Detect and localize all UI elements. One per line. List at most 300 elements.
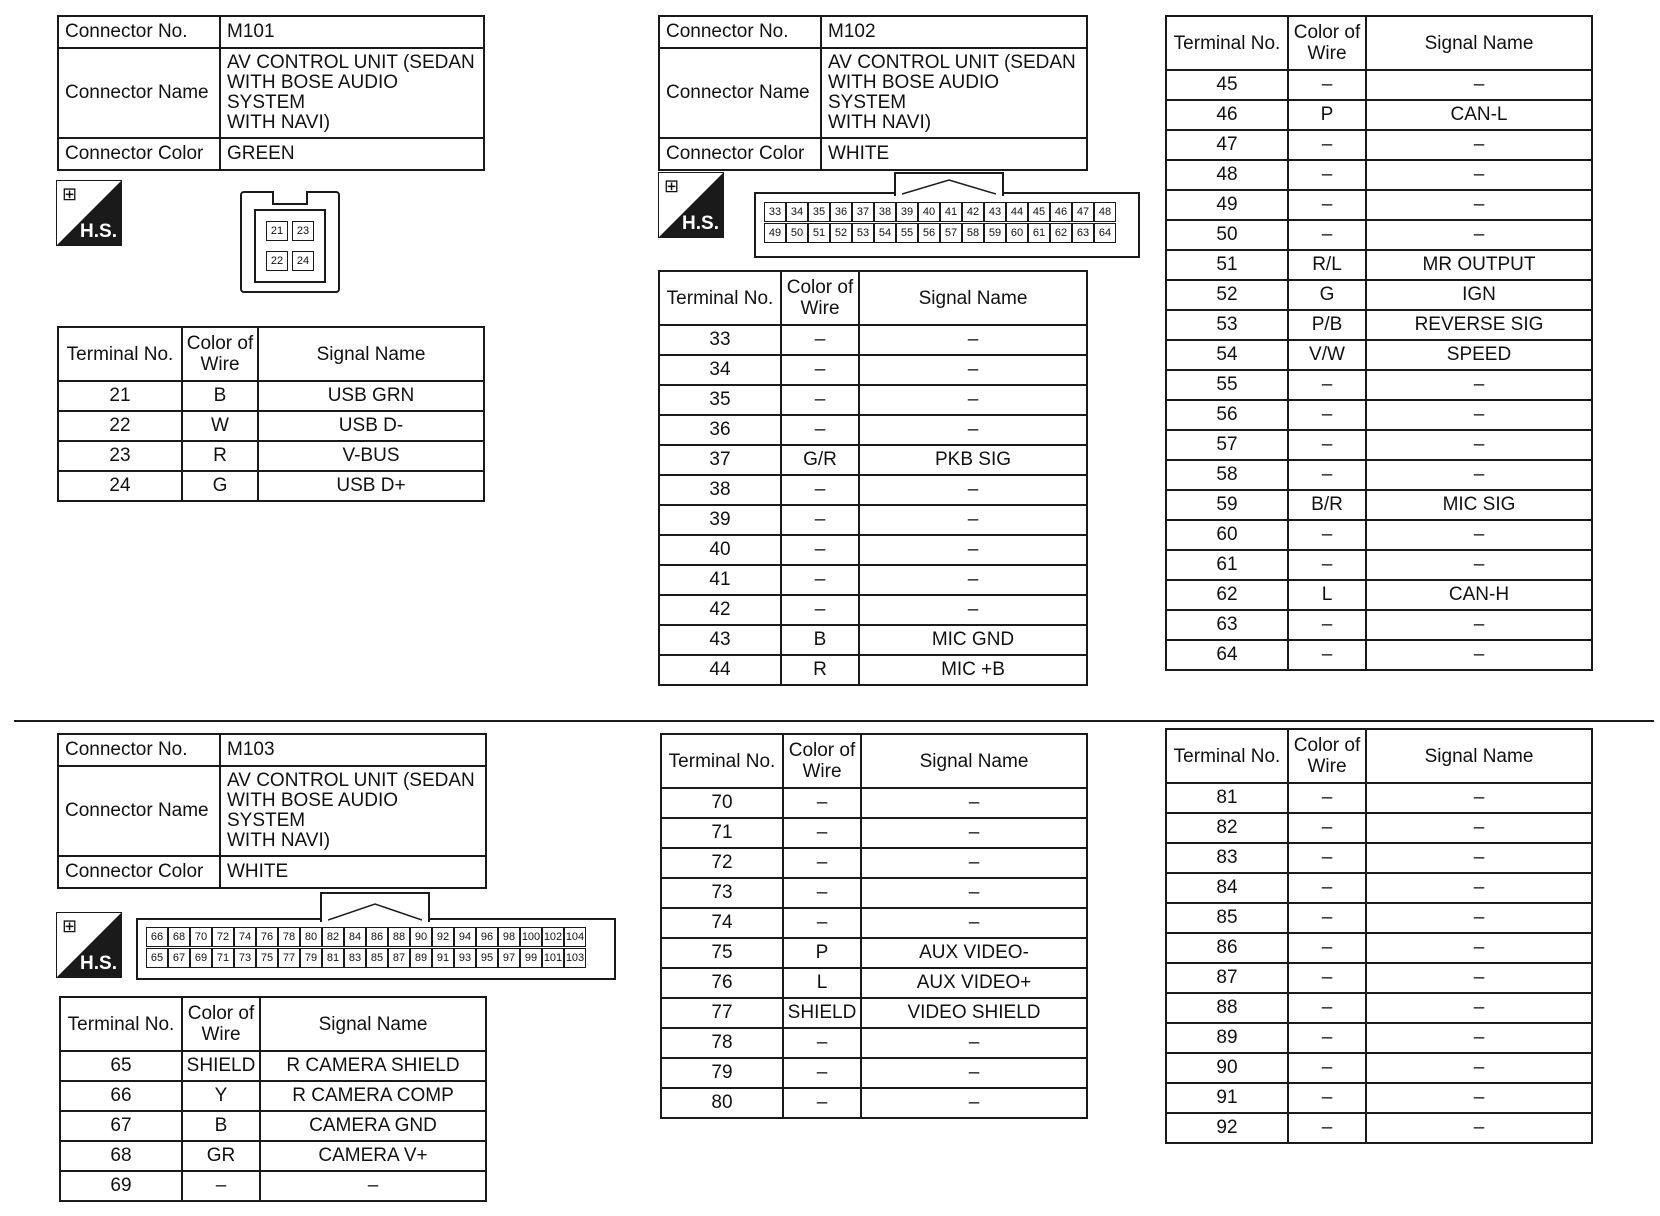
wire-color-header: Color of Wire xyxy=(182,327,258,381)
wire-color-cell: G/R xyxy=(781,445,859,475)
signal-name-cell: R CAMERA SHIELD xyxy=(260,1051,486,1081)
table-row xyxy=(1166,783,1592,813)
terminal-no-cell: 92 xyxy=(1166,1113,1288,1143)
table-row xyxy=(1166,130,1592,160)
pin: 36 xyxy=(830,202,852,222)
wire-color-cell: P xyxy=(1288,100,1366,130)
terminal-no-cell: 90 xyxy=(1166,1053,1288,1083)
terminal-no-cell: 81 xyxy=(1166,783,1288,813)
signal-name-cell: R CAMERA COMP xyxy=(260,1081,486,1111)
connector-no-label: Connector No. xyxy=(58,734,220,766)
wire-color-cell: – xyxy=(1288,783,1366,813)
pin: 62 xyxy=(1050,223,1072,243)
pin: 24 xyxy=(292,251,314,271)
wire-color-cell: – xyxy=(1288,130,1366,160)
table-row xyxy=(1166,340,1592,370)
wire-color-cell: – xyxy=(1288,1083,1366,1113)
connector-no-value: M103 xyxy=(220,734,486,766)
wire-color-cell: – xyxy=(1288,1053,1366,1083)
signal-name-cell: USB D- xyxy=(258,411,484,441)
terminal-no-cell: 91 xyxy=(1166,1083,1288,1113)
m103-terminal-table-c xyxy=(1165,728,1593,1144)
signal-name-cell: – xyxy=(859,355,1087,385)
connector-no-label: Connector No. xyxy=(58,16,220,48)
table-row xyxy=(1166,1113,1592,1143)
signal-name-cell: – xyxy=(861,848,1087,878)
terminal-no-cell: 42 xyxy=(659,595,781,625)
name-line: AV CONTROL UNIT (SEDAN xyxy=(227,770,475,791)
wire-color-cell: – xyxy=(1288,1113,1366,1143)
terminal-no-cell: 83 xyxy=(1166,843,1288,873)
wire-color-cell: – xyxy=(781,505,859,535)
pin: 81 xyxy=(322,948,344,968)
table-row xyxy=(659,415,1087,445)
table-row xyxy=(60,1081,486,1111)
table-row xyxy=(1166,903,1592,933)
pin: 84 xyxy=(344,927,366,947)
pin: 23 xyxy=(292,221,314,241)
table-row xyxy=(661,1088,1087,1118)
pin: 66 xyxy=(146,927,168,947)
hs-label: H.S. xyxy=(80,953,117,974)
signal-name-cell: V-BUS xyxy=(258,441,484,471)
signal-name-cell: – xyxy=(1366,610,1592,640)
m102-rows-b xyxy=(1166,70,1592,670)
pin: 59 xyxy=(984,223,1006,243)
pin: 86 xyxy=(366,927,388,947)
terminal-no-cell: 38 xyxy=(659,475,781,505)
pin: 82 xyxy=(322,927,344,947)
terminal-no-cell: 49 xyxy=(1166,190,1288,220)
table-row xyxy=(60,1051,486,1081)
wire-color-cell: – xyxy=(1288,70,1366,100)
pin: 46 xyxy=(1050,202,1072,222)
pin: 45 xyxy=(1028,202,1050,222)
wire-color-cell: R/L xyxy=(1288,250,1366,280)
latch-ramp-icon xyxy=(902,178,996,196)
terminal-no-cell: 72 xyxy=(661,848,783,878)
wire-color-cell: G xyxy=(1288,280,1366,310)
signal-name-cell: SPEED xyxy=(1366,340,1592,370)
terminal-no-cell: 59 xyxy=(1166,490,1288,520)
table-row xyxy=(659,325,1087,355)
wire-color-cell: – xyxy=(783,788,861,818)
pin: 104 xyxy=(564,927,586,947)
terminal-no-cell: 89 xyxy=(1166,1023,1288,1053)
table-row xyxy=(60,1141,486,1171)
wire-color-cell: B xyxy=(182,381,258,411)
wire-color-cell: P xyxy=(783,938,861,968)
signal-name-cell: – xyxy=(1366,933,1592,963)
pin: 54 xyxy=(874,223,896,243)
pin: 89 xyxy=(410,948,432,968)
pin: 76 xyxy=(256,927,278,947)
terminal-no-cell: 60 xyxy=(1166,520,1288,550)
signal-name-cell: – xyxy=(859,475,1087,505)
signal-name-cell: – xyxy=(861,818,1087,848)
wire-color-cell: L xyxy=(1288,580,1366,610)
table-row xyxy=(1166,520,1592,550)
terminal-no-cell: 23 xyxy=(58,441,182,471)
table-row xyxy=(60,1111,486,1141)
table-row xyxy=(1166,370,1592,400)
table-row xyxy=(1166,550,1592,580)
pin: 80 xyxy=(300,927,322,947)
connector-name-label: Connector Name xyxy=(58,48,220,138)
table-row xyxy=(659,625,1087,655)
table-row xyxy=(58,381,484,411)
pin: 77 xyxy=(278,948,300,968)
table-row xyxy=(1166,400,1592,430)
pin: 75 xyxy=(256,948,278,968)
table-row xyxy=(60,1171,486,1201)
m101-connector-face xyxy=(240,191,340,293)
wire-color-cell: – xyxy=(781,355,859,385)
wire-color-cell: – xyxy=(783,818,861,848)
signal-name-cell: – xyxy=(1366,370,1592,400)
connector-glyph-icon: ⊞ xyxy=(664,176,680,196)
signal-name-cell: – xyxy=(1366,1023,1592,1053)
connector-no-label: Connector No. xyxy=(659,16,821,48)
wire-color-cell: – xyxy=(1288,190,1366,220)
signal-name-cell: CAMERA V+ xyxy=(260,1141,486,1171)
wire-color-cell: – xyxy=(1288,370,1366,400)
pin: 50 xyxy=(786,223,808,243)
terminal-no-cell: 47 xyxy=(1166,130,1288,160)
terminal-no-cell: 88 xyxy=(1166,993,1288,1023)
table-row xyxy=(659,475,1087,505)
table-row xyxy=(1166,280,1592,310)
terminal-no-cell: 48 xyxy=(1166,160,1288,190)
wire-color-cell: V/W xyxy=(1288,340,1366,370)
pin: 102 xyxy=(542,927,564,947)
connector-latch xyxy=(894,172,1004,196)
m101-rows xyxy=(58,381,484,501)
connector-name-value xyxy=(821,48,1087,138)
pin: 68 xyxy=(168,927,190,947)
section-divider xyxy=(14,720,1654,722)
pin: 61 xyxy=(1028,223,1050,243)
terminal-no-cell: 62 xyxy=(1166,580,1288,610)
pin: 33 xyxy=(764,202,786,222)
wire-color-cell: – xyxy=(1288,550,1366,580)
terminal-no-cell: 35 xyxy=(659,385,781,415)
hs-label: H.S. xyxy=(682,213,719,234)
terminal-no-cell: 57 xyxy=(1166,430,1288,460)
wire-color-cell: – xyxy=(1288,813,1366,843)
latch-ramp-icon xyxy=(328,900,422,922)
signal-name-cell: MIC GND xyxy=(859,625,1087,655)
connector-color-label: Connector Color xyxy=(58,856,220,888)
connector-color-label: Connector Color xyxy=(659,138,821,170)
signal-name-cell: – xyxy=(1366,963,1592,993)
signal-name-header: Signal Name xyxy=(260,997,486,1051)
wire-color-cell: B/R xyxy=(1288,490,1366,520)
table-row xyxy=(1166,460,1592,490)
wire-color-cell: – xyxy=(781,325,859,355)
pin: 101 xyxy=(542,948,564,968)
table-row xyxy=(659,505,1087,535)
terminal-no-cell: 78 xyxy=(661,1028,783,1058)
signal-name-header: Signal Name xyxy=(1366,729,1592,783)
signal-name-cell: – xyxy=(1366,130,1592,160)
name-line: AV CONTROL UNIT (SEDAN xyxy=(828,52,1076,73)
pin: 53 xyxy=(852,223,874,243)
signal-name-cell: CAMERA GND xyxy=(260,1111,486,1141)
table-row xyxy=(659,655,1087,685)
pin: 38 xyxy=(874,202,896,222)
signal-name-header: Signal Name xyxy=(861,734,1087,788)
pin: 67 xyxy=(168,948,190,968)
pin: 94 xyxy=(454,927,476,947)
wire-color-cell: Y xyxy=(182,1081,260,1111)
connector-glyph-icon: ⊞ xyxy=(62,184,78,204)
name-line: WITH BOSE AUDIO SYSTEM xyxy=(828,72,1000,113)
table-row xyxy=(661,1058,1087,1088)
m103-connector-face xyxy=(136,918,616,980)
table-row xyxy=(661,968,1087,998)
m102-info-table xyxy=(658,15,1088,171)
table-row xyxy=(58,441,484,471)
table-row xyxy=(1166,100,1592,130)
connector-name-value xyxy=(220,766,486,856)
signal-name-cell: – xyxy=(1366,460,1592,490)
pin: 52 xyxy=(830,223,852,243)
name-line: WITH NAVI) xyxy=(227,830,331,851)
pin: 48 xyxy=(1094,202,1116,222)
hs-icon xyxy=(56,180,122,246)
signal-name-cell: – xyxy=(859,325,1087,355)
wire-color-cell: – xyxy=(1288,400,1366,430)
table-row xyxy=(661,878,1087,908)
terminal-no-cell: 24 xyxy=(58,471,182,501)
terminal-no-cell: 51 xyxy=(1166,250,1288,280)
pin: 93 xyxy=(454,948,476,968)
wire-color-cell: P/B xyxy=(1288,310,1366,340)
terminal-no-header: Terminal No. xyxy=(659,271,781,325)
hs-icon xyxy=(658,172,724,238)
terminal-no-header: Terminal No. xyxy=(58,327,182,381)
signal-name-cell: PKB SIG xyxy=(859,445,1087,475)
terminal-no-cell: 56 xyxy=(1166,400,1288,430)
terminal-no-cell: 39 xyxy=(659,505,781,535)
name-line: WITH BOSE AUDIO SYSTEM xyxy=(227,72,399,113)
pin: 39 xyxy=(896,202,918,222)
m103-rows-a xyxy=(60,1051,486,1201)
pin: 58 xyxy=(962,223,984,243)
table-row xyxy=(1166,963,1592,993)
pin: 43 xyxy=(984,202,1006,222)
pin: 88 xyxy=(388,927,410,947)
wire-color-cell: – xyxy=(783,908,861,938)
signal-name-cell: – xyxy=(1366,520,1592,550)
signal-name-cell: CAN-H xyxy=(1366,580,1592,610)
terminal-no-header: Terminal No. xyxy=(1166,729,1288,783)
terminal-no-cell: 55 xyxy=(1166,370,1288,400)
table-row xyxy=(1166,813,1592,843)
signal-name-cell: – xyxy=(859,565,1087,595)
table-row xyxy=(1166,873,1592,903)
signal-name-cell: – xyxy=(1366,873,1592,903)
signal-name-cell: – xyxy=(859,505,1087,535)
wire-color-header: Color of Wire xyxy=(781,271,859,325)
terminal-no-cell: 77 xyxy=(661,998,783,1028)
table-row xyxy=(1166,993,1592,1023)
wire-color-cell: – xyxy=(1288,460,1366,490)
terminal-no-cell: 67 xyxy=(60,1111,182,1141)
signal-name-cell: – xyxy=(1366,550,1592,580)
terminal-no-cell: 58 xyxy=(1166,460,1288,490)
wire-color-cell: – xyxy=(1288,1023,1366,1053)
terminal-no-cell: 73 xyxy=(661,878,783,908)
pin: 49 xyxy=(764,223,786,243)
hs-icon xyxy=(56,912,122,978)
connector-glyph-icon: ⊞ xyxy=(62,916,78,936)
connector-no-value: M101 xyxy=(220,16,484,48)
terminal-no-cell: 46 xyxy=(1166,100,1288,130)
table-row xyxy=(1166,1023,1592,1053)
wire-color-cell: – xyxy=(783,1028,861,1058)
name-line: AV CONTROL UNIT (SEDAN xyxy=(227,52,475,73)
terminal-no-cell: 85 xyxy=(1166,903,1288,933)
signal-name-cell: – xyxy=(861,908,1087,938)
pin: 35 xyxy=(808,202,830,222)
pin: 70 xyxy=(190,927,212,947)
terminal-no-cell: 75 xyxy=(661,938,783,968)
signal-name-cell: MIC +B xyxy=(859,655,1087,685)
terminal-no-cell: 43 xyxy=(659,625,781,655)
wire-color-cell: – xyxy=(783,1088,861,1118)
pin: 96 xyxy=(476,927,498,947)
pin: 57 xyxy=(940,223,962,243)
m101-terminal-table xyxy=(57,326,485,502)
pin: 69 xyxy=(190,948,212,968)
connector-name-label: Connector Name xyxy=(659,48,821,138)
signal-name-cell: – xyxy=(859,385,1087,415)
signal-name-cell: – xyxy=(1366,430,1592,460)
connector-name-label: Connector Name xyxy=(58,766,220,856)
signal-name-cell: – xyxy=(1366,220,1592,250)
name-line: WITH BOSE AUDIO SYSTEM xyxy=(227,790,399,831)
signal-name-cell: – xyxy=(1366,903,1592,933)
signal-name-cell: – xyxy=(861,878,1087,908)
table-row xyxy=(1166,430,1592,460)
wire-color-cell: – xyxy=(1288,873,1366,903)
wire-color-cell: G xyxy=(182,471,258,501)
wire-color-cell: – xyxy=(1288,520,1366,550)
pin: 47 xyxy=(1072,202,1094,222)
m102-rows-a xyxy=(659,325,1087,685)
pin: 95 xyxy=(476,948,498,968)
m102-terminal-table-b xyxy=(1165,15,1593,671)
table-row xyxy=(661,998,1087,1028)
table-row xyxy=(661,818,1087,848)
table-row xyxy=(661,1028,1087,1058)
table-row xyxy=(1166,250,1592,280)
terminal-no-cell: 82 xyxy=(1166,813,1288,843)
wire-color-cell: GR xyxy=(182,1141,260,1171)
pin: 100 xyxy=(520,927,542,947)
wire-color-header: Color of Wire xyxy=(182,997,260,1051)
signal-name-cell: – xyxy=(1366,640,1592,670)
signal-name-cell: – xyxy=(1366,1053,1592,1083)
wire-color-cell: – xyxy=(781,475,859,505)
table-row xyxy=(1166,160,1592,190)
terminal-no-cell: 36 xyxy=(659,415,781,445)
terminal-no-cell: 68 xyxy=(60,1141,182,1171)
terminal-no-header: Terminal No. xyxy=(1166,16,1288,70)
terminal-no-cell: 63 xyxy=(1166,610,1288,640)
pin: 60 xyxy=(1006,223,1028,243)
wire-color-cell: – xyxy=(1288,963,1366,993)
pin: 79 xyxy=(300,948,322,968)
terminal-no-header: Terminal No. xyxy=(60,997,182,1051)
terminal-no-cell: 69 xyxy=(60,1171,182,1201)
table-row xyxy=(1166,640,1592,670)
signal-name-cell: MR OUTPUT xyxy=(1366,250,1592,280)
pin: 41 xyxy=(940,202,962,222)
wire-color-cell: – xyxy=(783,878,861,908)
wire-color-cell: SHIELD xyxy=(182,1051,260,1081)
signal-name-cell: AUX VIDEO- xyxy=(861,938,1087,968)
pin: 34 xyxy=(786,202,808,222)
wire-color-cell: – xyxy=(783,848,861,878)
terminal-no-cell: 86 xyxy=(1166,933,1288,963)
table-row xyxy=(659,565,1087,595)
pin: 83 xyxy=(344,948,366,968)
pin: 87 xyxy=(388,948,410,968)
terminal-no-cell: 87 xyxy=(1166,963,1288,993)
terminal-no-cell: 37 xyxy=(659,445,781,475)
connector-latch xyxy=(320,892,430,922)
signal-name-header: Signal Name xyxy=(1366,16,1592,70)
wire-color-cell: R xyxy=(182,441,258,471)
signal-name-cell: – xyxy=(861,1028,1087,1058)
table-row xyxy=(1166,190,1592,220)
wire-color-cell: – xyxy=(1288,610,1366,640)
wire-color-cell: R xyxy=(781,655,859,685)
table-row xyxy=(1166,843,1592,873)
terminal-no-cell: 50 xyxy=(1166,220,1288,250)
pin: 78 xyxy=(278,927,300,947)
pin: 85 xyxy=(366,948,388,968)
table-row xyxy=(58,411,484,441)
table-row xyxy=(659,595,1087,625)
table-row xyxy=(1166,610,1592,640)
pin: 90 xyxy=(410,927,432,947)
pin: 74 xyxy=(234,927,256,947)
terminal-no-cell: 80 xyxy=(661,1088,783,1118)
signal-name-cell: USB GRN xyxy=(258,381,484,411)
pin: 72 xyxy=(212,927,234,947)
table-row xyxy=(1166,70,1592,100)
pin: 22 xyxy=(266,251,288,271)
signal-name-cell: – xyxy=(1366,70,1592,100)
table-row xyxy=(1166,933,1592,963)
terminal-no-cell: 44 xyxy=(659,655,781,685)
m101-info-table xyxy=(57,15,485,171)
hs-label: H.S. xyxy=(80,221,117,242)
wire-color-cell: – xyxy=(1288,640,1366,670)
pin: 63 xyxy=(1072,223,1094,243)
connector-color-value: GREEN xyxy=(220,138,484,170)
m103-info-table xyxy=(57,733,487,889)
terminal-no-cell: 71 xyxy=(661,818,783,848)
pin: 55 xyxy=(896,223,918,243)
signal-name-cell: VIDEO SHIELD xyxy=(861,998,1087,1028)
signal-name-cell: – xyxy=(861,1088,1087,1118)
wire-color-cell: – xyxy=(781,415,859,445)
